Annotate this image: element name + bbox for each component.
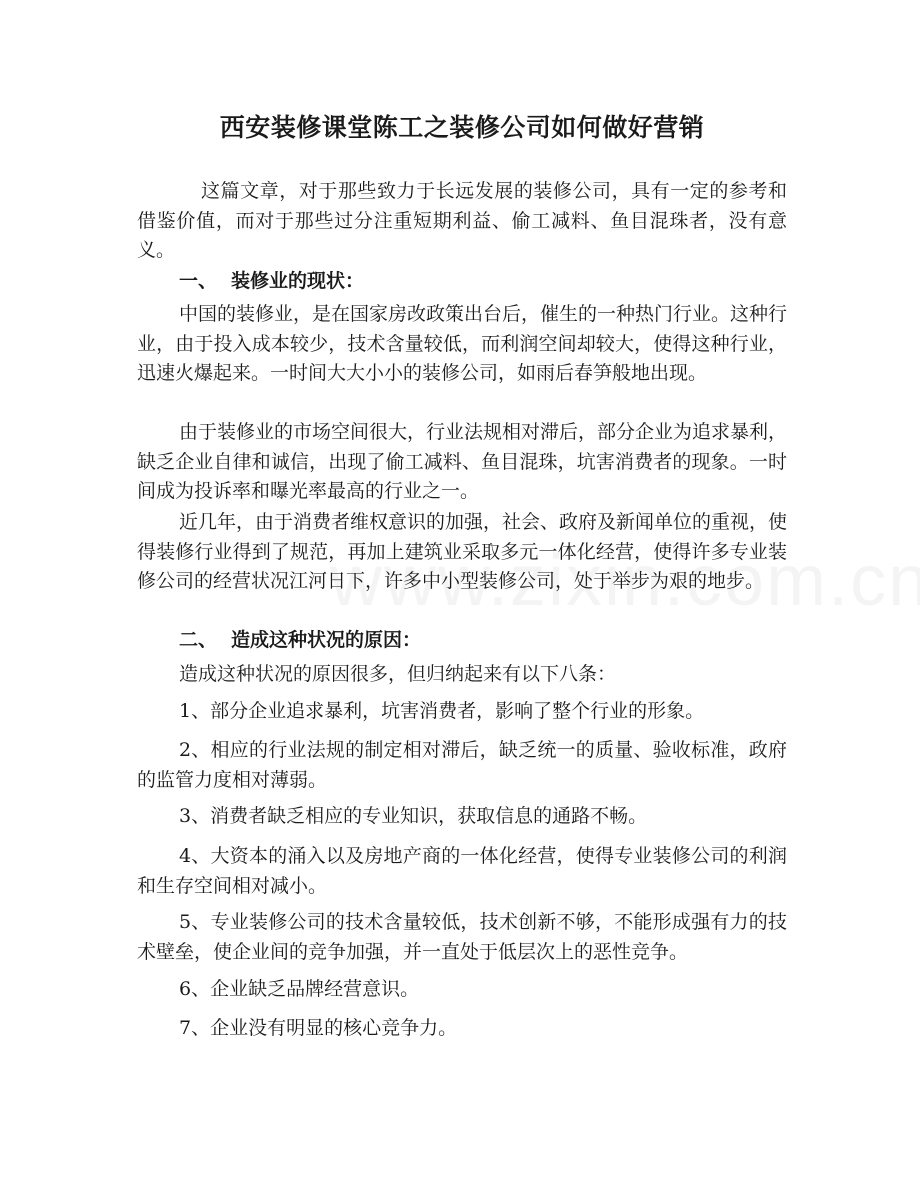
section-heading-2 (179, 626, 787, 656)
list-item: 2、相应的行业法规的制定相对滞后，缺乏统一的质量、验收标准，政府的监管力度相对薄弱。 (137, 739, 787, 791)
section-heading-text: 装修业的现状： (231, 270, 365, 292)
list-item: 3、消费者缺乏相应的专业知识，获取信息的通路不畅。 (179, 805, 648, 827)
list-item: 1、部分企业追求暴利，坑害消费者，影响了整个行业的形象。 (179, 700, 705, 722)
intro-paragraph: 这篇文章，对于那些致力于长远发展的装修公司，具有一定的参考和借鉴价值，而对于那些过分注重短期利益、偷工减料、鱼目混珠者，没有意义。 (137, 180, 787, 261)
paragraph: 近几年，由于消费者维权意识的加强，社会、政府及新闻单位的重视，使得装修行业得到了规范，再加上建筑业采取多元一体化经营，使得许多专业装修公司的经营状况江河日下，许多中小型装修公司，处于举步为艰的地步。 (137, 511, 788, 592)
list-item: 6、企业缺乏品牌经营意识。 (179, 978, 420, 1000)
list-item: 4、大资本的涌入以及房地产商的一体化经营，使得专业装修公司的利润和生存空间相对减小。 (137, 845, 787, 897)
list-item: 5、专业装修公司的技术含量较低，技术创新不够，不能形成强有力的技术壁垒，使企业间的竞争加强，并一直处于低层次上的恶性竞争。 (137, 911, 787, 963)
document-title: 西安装修课堂陈工之装修公司如何做好营销 (219, 113, 705, 142)
paragraph: 由于装修业的市场空间很大，行业法规相对滞后，部分企业为追求暴利，缺乏企业自律和诚信，出现了偷工减料、鱼目混珠，坑害消费者的现象。一时间成为投诉率和曝光率最高的行业之一。 (137, 421, 788, 502)
paragraph: 中国的装修业，是在国家房改政策出台后，催生的一种热门行业。这种行业，由于投入成本较少，技术含量较低，而利润空间却较大，使得这种行业，迅速火爆起来。一时间大大小小的装修公司，如雨后春笋般地出现。 (137, 303, 788, 384)
list-item: 7、企业没有明显的核心竞争力。 (179, 1017, 458, 1039)
section-number: 一、 (179, 270, 218, 292)
section-lead: 造成这种状况的原因很多，但归纳起来有以下八条： (179, 663, 617, 685)
section-number: 二、 (179, 629, 218, 651)
section-heading-1 (179, 267, 787, 297)
section-heading-text: 造成这种状况的原因： (231, 629, 422, 651)
